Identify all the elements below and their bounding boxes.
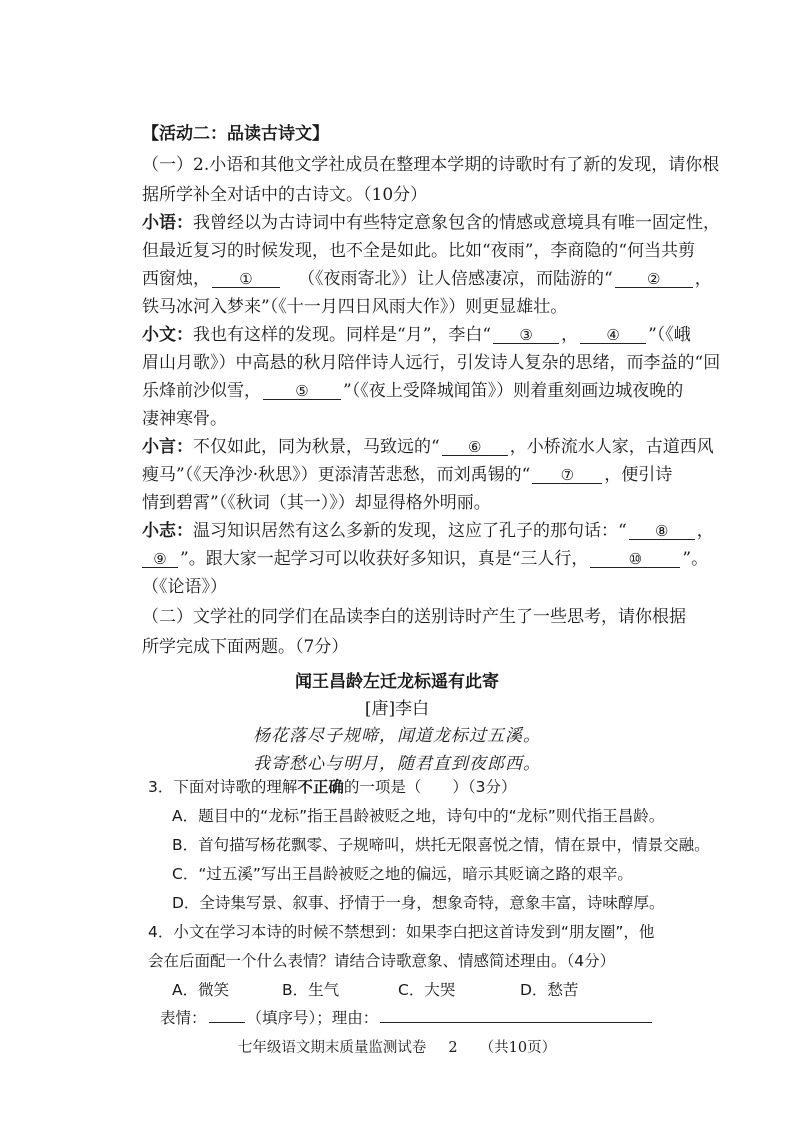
xiaozhi-line1 — [142, 521, 714, 541]
footer-page-total: （共10页） — [479, 1040, 557, 1056]
poem-author: [唐]李白 — [364, 699, 430, 719]
xiaowen-text3b: ”（《夜上受降城闻笛》）则着重刻画边城夜晚的 — [343, 381, 684, 401]
blank-10[interactable]: ⑩ — [590, 551, 680, 568]
xiaoyu-text3c: ， — [694, 269, 712, 289]
q3-stem-bold: 不正确 — [297, 778, 344, 796]
xiaozhi-line3: （《论语》） — [142, 577, 227, 597]
xiaoyan-line3: 情到碧霄”（《秋词（其一）》）却显得格外明丽。 — [142, 493, 491, 513]
q3-option-a[interactable]: A．题目中的“龙标”指王昌龄被贬之地，诗句中的“龙标”则代指王昌龄。 — [172, 807, 665, 825]
q4-choice-b[interactable]: B．生气 — [282, 981, 340, 999]
xiaoyu-line3 — [142, 269, 712, 289]
blank-3[interactable]: ③ — [493, 327, 559, 344]
xiaoyu-line4: 铁马冰河入梦来”（《十一月四日风雨大作》）则更显雄壮。 — [142, 297, 568, 317]
part1-intro-line2: 据所学补全对话中的古诗文。（10分） — [142, 185, 428, 205]
xiaozhi-text2a: ”。跟大家一起学习可以收获好多知识，真是“三人行， — [180, 549, 589, 569]
poem-line-1: 杨花落尽子规啼，闻道龙标过五溪。 — [253, 726, 541, 746]
xiaowen-text1b: ， — [561, 325, 579, 345]
footer-page-number: 2 — [448, 1040, 458, 1056]
q3-option-c[interactable]: C．“过五溪”写出王昌龄被贬之地的偏远，暗示其贬谪之路的艰辛。 — [172, 865, 633, 883]
xiaoyan-text1a: 不仅如此，同为秋景，马致远的“ — [193, 437, 440, 457]
blank-6[interactable]: ⑥ — [442, 439, 508, 456]
part1-intro-line1: （一）2.小语和其他文学社成员在整理本学期的诗歌时有了新的发现，请你根 — [142, 155, 720, 175]
speaker-xiaoyu: 小语： — [142, 213, 193, 233]
q4-choice-a[interactable]: A．微笑 — [172, 981, 230, 999]
q4-stem-line1: 4．小文在学习本诗的时候不禁想到：如果李白把这首诗发到“朋友圈”，他 — [148, 923, 655, 941]
q3-option-d[interactable]: D．全诗集写景、叙事、抒情于一身，想象奇特，意象丰富，诗味醇厚。 — [172, 894, 665, 912]
speaker-xiaoyan: 小言： — [142, 437, 193, 457]
xiaoyan-line1 — [142, 437, 714, 457]
xiaowen-line1 — [142, 325, 691, 345]
speaker-xiaowen: 小文： — [142, 325, 193, 345]
q4-stem-line2: 会在后面配一个什么表情？请结合诗歌意象、情感简述理由。（4分） — [148, 952, 616, 970]
xiaozhi-text2b: ”。 — [682, 549, 709, 569]
xiaowen-line3 — [142, 381, 683, 401]
page-footer — [0, 1036, 794, 1057]
q3-stem-b: 的一项是（ ）（3分） — [343, 778, 517, 796]
xiaoyan-text2a: 瘦马”（《天净沙·秋思》）更添清苦悲愁，而刘禹锡的“ — [142, 465, 531, 485]
poem-line-2: 我寄愁心与明月，随君直到夜郎西。 — [253, 754, 541, 774]
speaker-xiaozhi: 小志： — [142, 521, 193, 541]
part2-intro-line2: 所学完成下面两题。（7分） — [142, 637, 349, 657]
xiaoyan-line2 — [142, 465, 672, 485]
blank-4[interactable]: ④ — [580, 327, 646, 344]
q3-stem — [148, 777, 517, 797]
part2-intro-line1: （二）文学社的同学们在品读李白的送别诗时产生了一些思考，请你根据 — [142, 607, 686, 627]
xiaowen-text3a: 乐烽前沙似雪， — [142, 381, 261, 401]
poem-title: 闻王昌龄左迁龙标遥有此寄 — [295, 672, 499, 692]
xiaowen-text1a: 我也有这样的发现。同样是“月”，李白“ — [193, 325, 492, 345]
footer-exam-name: 七年级语文期末质量监测试卷 — [237, 1040, 427, 1056]
blank-7[interactable]: ⑦ — [532, 467, 602, 484]
xiaowen-text1c: ”（《峨 — [648, 325, 691, 345]
xiaoyu-text3a: 西窗烛， — [142, 269, 210, 289]
q4-answer-hint: （填序号）；理由： — [246, 1009, 379, 1027]
q4-reason-blank[interactable] — [380, 1022, 652, 1023]
q3-option-b[interactable]: B．首句描写杨花飘零、子规啼叫，烘托无限喜悦之情，情在景中，情景交融。 — [172, 836, 710, 854]
q4-choices — [172, 980, 578, 1000]
xiaozhi-text1a: 温习知识居然有这么多新的发现，这应了孔子的那句话：“ — [193, 521, 627, 541]
xiaoyu-text3b: （《夜雨寄北》）让人倍感凄凉，而陆游的“ — [298, 269, 613, 289]
blank-5[interactable]: ⑤ — [263, 383, 341, 400]
q4-expression-blank[interactable] — [209, 1022, 245, 1023]
xiaoyu-line2: 但最近复习的时候发现，也不全是如此。比如“夜雨”，李商隐的“何当共剪 — [142, 241, 696, 261]
xiaowen-line4: 凄神寒骨。 — [142, 409, 227, 429]
q4-answer-label: 表情： — [160, 1009, 207, 1027]
xiaozhi-line2 — [142, 549, 708, 569]
xiaoyan-text1b: ，小桥流水人家，古道西风 — [509, 437, 714, 457]
blank-1[interactable]: ① — [212, 271, 280, 288]
xiaowen-line2: 眉山月歌》）中高悬的秋月陪伴诗人远行，引发诗人复杂的思绪，而李益的“回 — [142, 353, 721, 373]
activity-title: 【活动二：品读古诗文】 — [142, 124, 329, 144]
xiaoyan-text2b: ，便引诗 — [604, 465, 673, 485]
q4-choice-d[interactable]: D．愁苦 — [520, 981, 579, 999]
xiaozhi-text1b: ， — [696, 521, 714, 541]
xiaoyu-line1 — [142, 213, 720, 233]
xiaoyu-text1: 我曾经以为古诗词中有些特定意象包含的情感或意境具有唯一固定性， — [193, 213, 720, 233]
q4-choice-c[interactable]: C．大哭 — [398, 981, 456, 999]
blank-9[interactable]: ⑨ — [142, 551, 178, 568]
blank-2[interactable]: ② — [615, 271, 693, 288]
q3-stem-a: 3．下面对诗歌的理解 — [148, 778, 298, 796]
q4-answer-line — [160, 1008, 654, 1028]
blank-8[interactable]: ⑧ — [629, 523, 695, 540]
